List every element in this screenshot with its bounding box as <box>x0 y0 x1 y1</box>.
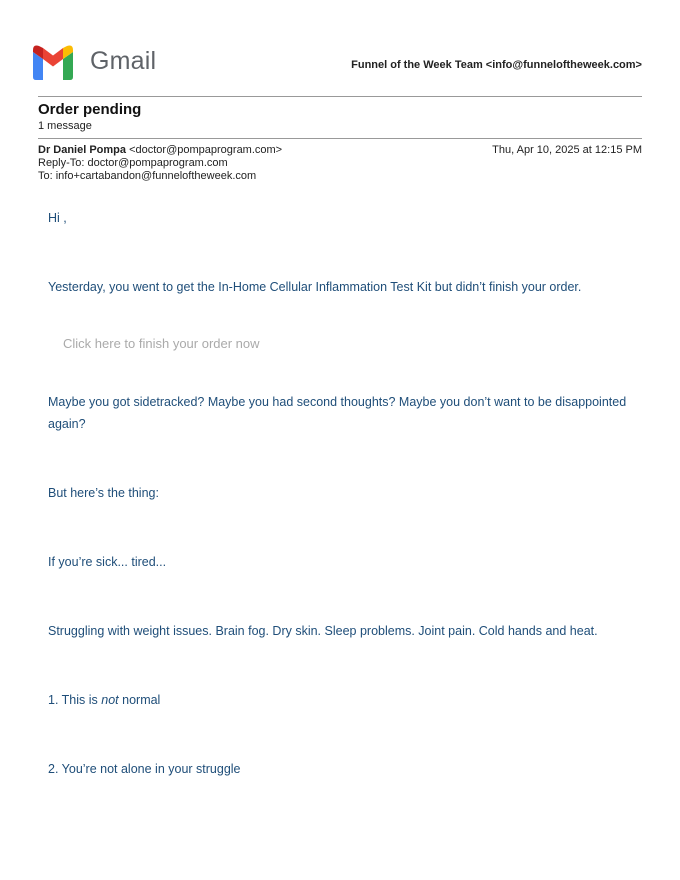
paragraph-5: Struggling with weight issues. Brain fog. Dry skin. Sleep problems. Joint pain. Cold hands and heat. <box>48 624 598 638</box>
account-label: Funnel of the Week Team <info@funneloftheweek.com> <box>351 59 642 71</box>
divider <box>38 138 642 139</box>
gmail-logo-icon <box>33 45 73 80</box>
message-date: Thu, Apr 10, 2025 at 12:15 PM <box>492 144 642 156</box>
greeting: Hi , <box>48 211 67 225</box>
list-item-1-prefix: 1. This is <box>48 693 102 707</box>
gmail-wordmark: Gmail <box>90 47 157 75</box>
finish-order-link[interactable]: Click here to finish your order now <box>63 336 260 351</box>
list-item-1-suffix: normal <box>118 693 161 707</box>
message-count: 1 message <box>38 120 92 132</box>
to-line: To: info+cartabandon@funneloftheweek.com <box>38 170 257 182</box>
sender-email: <doctor@pompaprogram.com> <box>129 144 283 156</box>
print-header <box>0 0 680 96</box>
thread-subject: Order pending <box>38 101 142 118</box>
paragraph-4: If you’re sick... tired... <box>48 555 167 569</box>
list-item-2: 2. You’re not alone in your struggle <box>48 762 241 776</box>
list-item-1-emphasis: not <box>101 693 119 707</box>
paragraph-1: Yesterday, you went to get the In-Home Cellular Inflammation Test Kit but didn’t finish your order. <box>48 280 582 294</box>
reply-to-line: Reply-To: doctor@pompaprogram.com <box>38 157 228 169</box>
paragraph-2: Maybe you got sidetracked? Maybe you had second thoughts? Maybe you don’t want to be disappointed again? <box>48 395 627 431</box>
sender-name: Dr Daniel Pompa <box>38 144 127 156</box>
list-item-1 <box>48 689 160 711</box>
paragraph-3: But here’s the thing: <box>48 486 159 500</box>
message-meta <box>38 144 642 183</box>
divider <box>38 96 642 97</box>
